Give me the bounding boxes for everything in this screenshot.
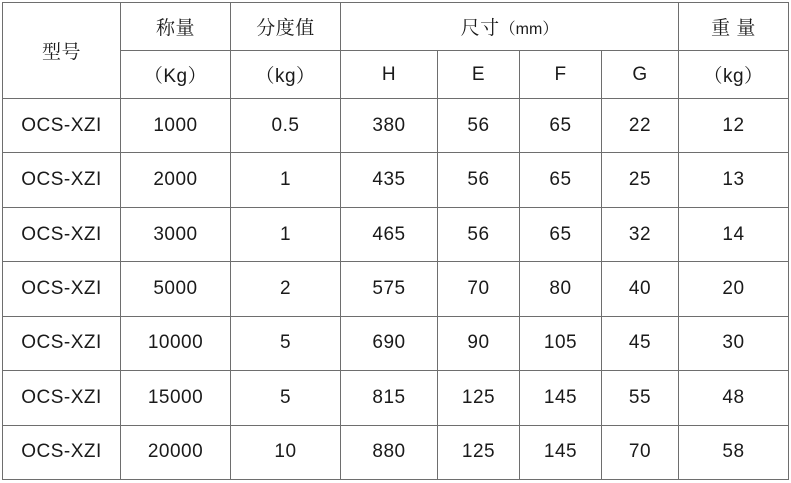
header-dimension-label: 尺寸 xyxy=(460,18,500,39)
specification-table xyxy=(2,2,789,480)
cell-weight: 14 xyxy=(679,207,789,261)
cell-capacity: 2000 xyxy=(121,153,231,207)
cell-e: 125 xyxy=(438,425,520,479)
cell-g: 55 xyxy=(602,371,679,425)
cell-f: 65 xyxy=(520,99,602,153)
table-row xyxy=(3,262,789,316)
cell-capacity: 1000 xyxy=(121,99,231,153)
cell-h: 880 xyxy=(341,425,438,479)
cell-f: 65 xyxy=(520,207,602,261)
cell-g: 32 xyxy=(602,207,679,261)
header-dim-f: F xyxy=(520,51,602,99)
cell-g: 45 xyxy=(602,316,679,370)
cell-e: 56 xyxy=(438,207,520,261)
header-model: 型号 xyxy=(3,3,121,99)
cell-division: 5 xyxy=(231,316,341,370)
cell-model: OCS-XZI xyxy=(3,371,121,425)
cell-model: OCS-XZI xyxy=(3,425,121,479)
cell-weight: 58 xyxy=(679,425,789,479)
cell-e: 90 xyxy=(438,316,520,370)
cell-weight: 20 xyxy=(679,262,789,316)
header-dimension-unit: （mm） xyxy=(499,21,559,38)
table-body xyxy=(3,99,789,480)
cell-weight: 13 xyxy=(679,153,789,207)
cell-division: 1 xyxy=(231,207,341,261)
cell-capacity: 10000 xyxy=(121,316,231,370)
cell-f: 80 xyxy=(520,262,602,316)
cell-e: 125 xyxy=(438,371,520,425)
header-capacity-unit: （Kg） xyxy=(121,51,231,99)
cell-h: 815 xyxy=(341,371,438,425)
cell-model: OCS-XZI xyxy=(3,316,121,370)
cell-capacity: 15000 xyxy=(121,371,231,425)
table-row xyxy=(3,316,789,370)
cell-model: OCS-XZI xyxy=(3,99,121,153)
cell-g: 22 xyxy=(602,99,679,153)
cell-g: 25 xyxy=(602,153,679,207)
cell-f: 105 xyxy=(520,316,602,370)
cell-f: 145 xyxy=(520,371,602,425)
header-weight: 重 量 xyxy=(679,3,789,51)
table-row xyxy=(3,425,789,479)
cell-model: OCS-XZI xyxy=(3,153,121,207)
cell-h: 690 xyxy=(341,316,438,370)
cell-division: 0.5 xyxy=(231,99,341,153)
cell-h: 575 xyxy=(341,262,438,316)
header-division: 分度值 xyxy=(231,3,341,51)
table-row xyxy=(3,207,789,261)
cell-e: 70 xyxy=(438,262,520,316)
cell-f: 65 xyxy=(520,153,602,207)
cell-weight: 48 xyxy=(679,371,789,425)
cell-division: 5 xyxy=(231,371,341,425)
cell-g: 70 xyxy=(602,425,679,479)
cell-weight: 30 xyxy=(679,316,789,370)
table-header-row-primary xyxy=(3,3,789,51)
header-dim-g: G xyxy=(602,51,679,99)
table-header xyxy=(3,3,789,99)
header-weight-unit: （kg） xyxy=(679,51,789,99)
cell-e: 56 xyxy=(438,99,520,153)
header-division-unit: （kg） xyxy=(231,51,341,99)
cell-division: 1 xyxy=(231,153,341,207)
cell-h: 465 xyxy=(341,207,438,261)
cell-division: 10 xyxy=(231,425,341,479)
cell-model: OCS-XZI xyxy=(3,262,121,316)
cell-e: 56 xyxy=(438,153,520,207)
header-dim-e: E xyxy=(438,51,520,99)
table-row xyxy=(3,371,789,425)
cell-g: 40 xyxy=(602,262,679,316)
table-header-row-secondary xyxy=(3,51,789,99)
cell-model: OCS-XZI xyxy=(3,207,121,261)
cell-capacity: 5000 xyxy=(121,262,231,316)
header-dim-h: H xyxy=(341,51,438,99)
cell-f: 145 xyxy=(520,425,602,479)
cell-capacity: 20000 xyxy=(121,425,231,479)
header-capacity: 称量 xyxy=(121,3,231,51)
cell-division: 2 xyxy=(231,262,341,316)
cell-weight: 12 xyxy=(679,99,789,153)
table-row xyxy=(3,99,789,153)
table-row xyxy=(3,153,789,207)
cell-h: 435 xyxy=(341,153,438,207)
cell-capacity: 3000 xyxy=(121,207,231,261)
header-dimension xyxy=(341,3,679,51)
cell-h: 380 xyxy=(341,99,438,153)
